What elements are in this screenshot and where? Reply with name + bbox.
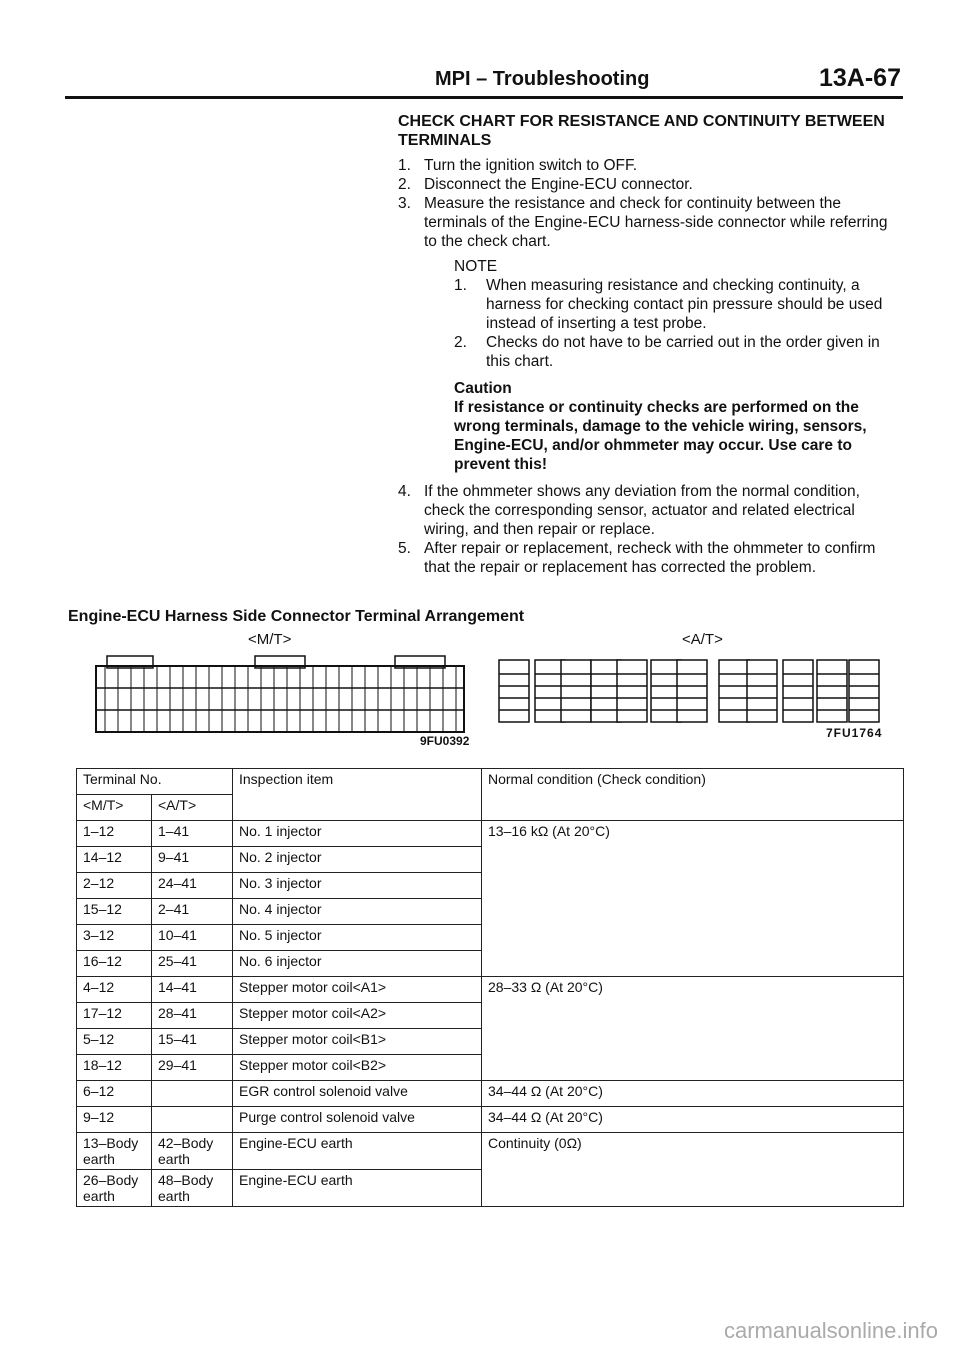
table-row [77,1003,904,1029]
cell-at: 2–41 [152,899,233,925]
step-number: 3. [398,195,411,212]
step-text: After repair or replacement, recheck with the ohmmeter to confirm that the repair or replacement has corrected the problem. [424,540,876,576]
cell-mt: 17–12 [77,1003,152,1029]
cell-item: Engine-ECU earth [233,1170,482,1207]
step-text: When measuring resistance and checking continuity, a harness for checking contact pin pressure should be used instead of inserting a test probe. [486,277,883,332]
step-text: Turn the ignition switch to OFF. [424,157,638,174]
steps-list [398,156,898,251]
caution-block [454,379,898,474]
cell-normal: 28–33 Ω (At 20°C) [482,977,904,1003]
cell-at: 42–Body earth [152,1133,233,1170]
cell-normal [482,899,904,925]
page-number: 13A-67 [819,64,901,92]
cell-at [152,1107,233,1133]
cell-at: 14–41 [152,977,233,1003]
cell-item: No. 1 injector [233,821,482,847]
table-row [77,899,904,925]
page-header [65,62,903,99]
cell-item: No. 6 injector [233,951,482,977]
note-label: NOTE [454,258,498,275]
cell-item: Stepper motor coil<B1> [233,1029,482,1055]
cell-item: No. 2 injector [233,847,482,873]
mt-figure-code: 9FU0392 [420,734,470,748]
at-terminal-block [499,660,529,722]
at-connector-diagram [498,652,884,726]
cell-mt: 3–12 [77,925,152,951]
cell-mt: 15–12 [77,899,152,925]
header-mt: <M/T> [77,795,152,821]
step-number: 2. [398,176,411,193]
cell-item: No. 3 injector [233,873,482,899]
table-row [77,1107,904,1133]
cell-normal: 13–16 kΩ (At 20°C) [482,821,904,847]
cell-item: No. 4 injector [233,899,482,925]
cell-at: 10–41 [152,925,233,951]
cell-mt: 26–Body earth [77,1170,152,1207]
step-text: Checks do not have to be carried out in the order given in this chart. [486,334,880,370]
cell-mt: 16–12 [77,951,152,977]
arrangement-title: Engine-ECU Harness Side Connector Terminal Arrangement [68,608,525,625]
table-row [77,1081,904,1107]
table-header-row [77,769,904,795]
step-item [454,276,898,333]
cell-item: Engine-ECU earth [233,1133,482,1170]
cell-mt: 4–12 [77,977,152,1003]
at-terminal-block [783,660,813,722]
watermark: carmanualsonline.info [723,1318,938,1343]
cell-normal [482,1003,904,1029]
cell-mt: 14–12 [77,847,152,873]
header-at: <A/T> [152,795,233,821]
cell-at: 24–41 [152,873,233,899]
at-label: <A/T> [682,631,723,648]
cell-item: Stepper motor coil<A1> [233,977,482,1003]
cell-at: 15–41 [152,1029,233,1055]
mt-connector-diagram [95,648,467,734]
cell-item: EGR control solenoid valve [233,1081,482,1107]
step-item [398,156,898,175]
step-item [398,194,898,251]
cell-normal [482,1029,904,1055]
step-number: 1. [398,157,411,174]
table-row [77,873,904,899]
table-row [77,1029,904,1055]
cell-normal [482,925,904,951]
cell-item: Stepper motor coil<A2> [233,1003,482,1029]
cell-mt: 13–Body earth [77,1133,152,1170]
mt-label: <M/T> [248,631,292,648]
cell-at: 28–41 [152,1003,233,1029]
cell-at: 48–Body earth [152,1170,233,1207]
cell-item: Purge control solenoid valve [233,1107,482,1133]
table-row [77,847,904,873]
step-text: Measure the resistance and check for continuity between the terminals of the Engine-ECU harness-side connector while referring to the check chart. [424,195,888,250]
cell-normal: Continuity (0Ω) [482,1133,904,1170]
cell-mt: 6–12 [77,1081,152,1107]
step-text: If the ohmmeter shows any deviation from the normal condition, check the corresponding sensor, actuator and related electrical wiring, and then repair or replace. [424,483,860,538]
cell-item: Stepper motor coil<B2> [233,1055,482,1081]
step-item [398,482,898,539]
cell-mt: 5–12 [77,1029,152,1055]
cell-normal [482,1055,904,1081]
step-number: 5. [398,540,411,557]
step-number: 4. [398,483,411,500]
page-title: MPI – Troubleshooting [435,68,650,90]
note-block [454,257,898,371]
cell-at: 25–41 [152,951,233,977]
table-row [77,1133,904,1170]
header-terminal: Terminal No. [77,769,233,795]
at-terminal-block [677,660,707,722]
table-row [77,1055,904,1081]
at-figure-code: 7FU1764 [826,726,883,740]
cell-normal [482,873,904,899]
cell-mt: 18–12 [77,1055,152,1081]
table-row [77,951,904,977]
cell-normal [482,847,904,873]
header-normal: Normal condition (Check condition) [482,769,904,821]
cell-at: 29–41 [152,1055,233,1081]
caution-text: If resistance or continuity checks are performed on the wrong terminals, damage to the vehicle wiring, sensors, Engine-ECU, and/or ohmmeter may occur. Use care to prevent this! [454,399,867,473]
step-item [454,333,898,371]
step-text: Disconnect the Engine-ECU connector. [424,176,693,193]
step-item [398,539,898,577]
at-terminal-block [719,660,749,722]
at-terminal-block [617,660,647,722]
cell-at: 9–41 [152,847,233,873]
steps-list-2 [398,482,898,577]
cell-mt: 9–12 [77,1107,152,1133]
header-item: Inspection item [233,769,482,821]
at-terminal-block [849,660,879,722]
cell-mt: 1–12 [77,821,152,847]
table-row [77,821,904,847]
cell-normal: 34–44 Ω (At 20°C) [482,1107,904,1133]
table-row [77,1170,904,1207]
step-item [398,175,898,194]
check-chart-table [76,768,904,1207]
cell-normal [482,951,904,977]
table-row [77,925,904,951]
at-terminal-block [817,660,847,722]
step-number: 1. [454,277,467,294]
instructions-column [398,112,898,577]
step-number: 2. [454,334,467,351]
notes-list [454,276,898,371]
cell-at: 1–41 [152,821,233,847]
at-terminal-block [561,660,591,722]
cell-normal [482,1170,904,1207]
caution-label: Caution [454,380,512,397]
cell-at [152,1081,233,1107]
section-heading: CHECK CHART FOR RESISTANCE AND CONTINUITY BETWEEN TERMINALS [398,113,885,149]
cell-normal: 34–44 Ω (At 20°C) [482,1081,904,1107]
cell-mt: 2–12 [77,873,152,899]
table-row [77,977,904,1003]
at-terminal-block [747,660,777,722]
cell-item: No. 5 injector [233,925,482,951]
